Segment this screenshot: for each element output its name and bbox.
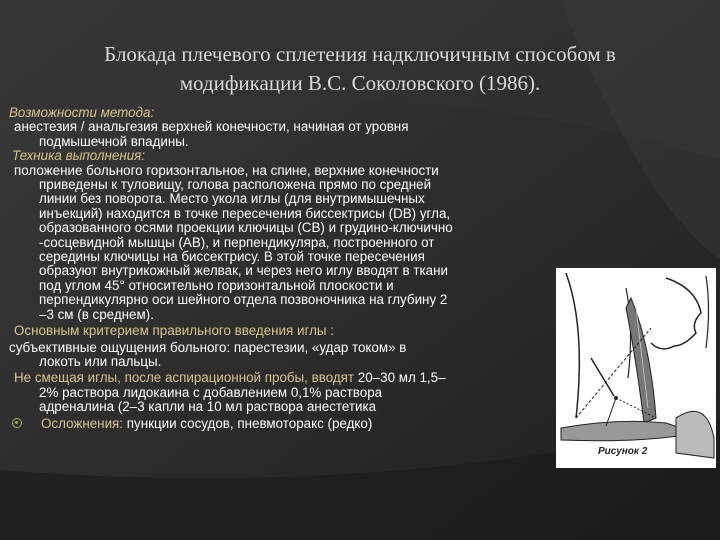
technique-line-9: под углом 45° относительно горизонтальной плоскости и: [39, 277, 394, 293]
method-heading: Возможности метода:: [9, 105, 155, 120]
figure-caption: Рисунок 2: [598, 446, 648, 457]
technique-line-4: инъекций) находится в точке пересечения биссектрисы (DB) угла,: [39, 205, 451, 221]
technique-line-7: середины ключицы на биссектрису. В этой точке пересечения: [39, 249, 425, 265]
subjective-line-1: субъективные ощущения больного: парестезии, «удар током» в: [9, 339, 407, 355]
inject-line-1: [9, 371, 569, 385]
bullet-icon: [12, 418, 22, 428]
technique-line-10: перпендикулярно оси шейного отдела позвоночника на глубину 2: [39, 292, 448, 308]
slide-title: [40, 40, 680, 98]
technique-line-11: –3 см (в среднем).: [39, 306, 154, 322]
inject-rest: 20–30 мл 1,5–: [354, 370, 446, 386]
neck-anatomy-illustration: [556, 268, 716, 468]
technique-line-6: -сосцевидной мышцы (АВ), и перпендикуляра, построенного от: [39, 234, 435, 250]
technique-line-2: приведены к туловищу, голова расположена прямо по средней: [39, 177, 432, 193]
slide-content: [9, 106, 569, 431]
technique-line-5: образованного осями проекции ключицы (СВ) и грудино-ключично: [39, 220, 453, 236]
inject-highlight: Не смещая иглы, после аспирационной пробы, вводят: [14, 370, 355, 386]
inject-line-2: 2% раствора лидокаина с добавлением 0,1% раствора: [39, 384, 383, 400]
title-line-1: Блокада плечевого сплетения надключичным способом в: [104, 42, 616, 66]
subjective-line-2: локоть или пальцы.: [39, 353, 162, 369]
technique-line-3: линии без поворота. Место укола иглы (для внутримышечных: [39, 191, 425, 207]
inject-line-3: адреналина (2–3 капли на 10 мл раствора анестетика: [39, 399, 377, 415]
method-text-1: анестезия / анальгезия верхней конечности, начиная от уровня: [14, 119, 409, 135]
method-text-2: подмышечной впадины.: [39, 133, 189, 149]
anatomy-figure: [556, 268, 716, 468]
criterion-text: Основным критерием правильного введения иглы :: [14, 323, 334, 339]
technique-line-1: положение больного горизонтальное, на спине, верхние конечности: [14, 162, 439, 178]
complications-text: пункции сосудов, пневмоторакс (редко): [123, 415, 373, 431]
title-line-2: модификации В.С. Соколовского (1986).: [179, 71, 541, 95]
technique-line-8: образуют внутрикожный желвак, и через него иглу вводят в ткани: [39, 263, 448, 279]
technique-heading: Техника выполнения:: [12, 148, 146, 164]
complications-label: Осложнения:: [41, 415, 124, 431]
complications-row: [9, 417, 569, 431]
